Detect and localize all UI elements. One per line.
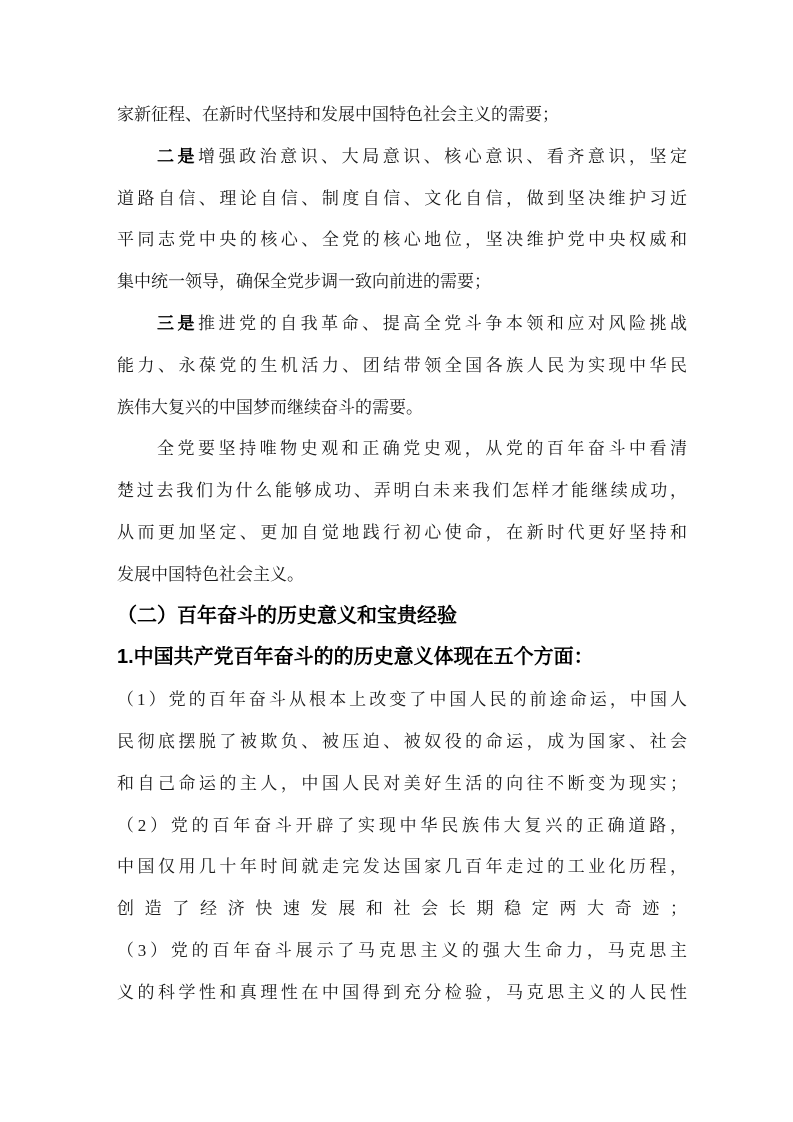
bold-emphasis: 三是: [157, 313, 199, 333]
text-column: [117, 94, 687, 1014]
body-text-line: （2）党的百年奋斗开辟了实现中华民族伟大复兴的正确道路，: [117, 815, 687, 835]
body-text-line: [117, 303, 687, 345]
body-text-line: 义的科学性和真理性在中国得到充分检验，马克思主义的人民性: [117, 982, 687, 1002]
body-text-line: 民彻底摆脱了被欺负、被压迫、被奴役的命运，成为国家、社会: [117, 731, 687, 751]
body-text-line: 中国仅用几十年时间就走完发达国家几百年走过的工业化历程，: [117, 857, 687, 877]
body-text-line: 能力、永葆党的生机活力、团结带领全国各族人民为实现中华民: [117, 355, 687, 375]
body-text-line: 从而更加坚定、更加自觉地践行初心使命，在新时代更好坚持和: [117, 522, 687, 542]
body-text-line: （3）党的百年奋斗展示了马克思主义的强大生命力，马克思主: [117, 940, 687, 960]
body-text-run: 增强政治意识、大局意识、核心意识、看齐意识，坚定: [198, 146, 688, 166]
body-text-line: （1）党的百年奋斗从根本上改变了中国人民的前途命运，中国人: [117, 690, 687, 710]
bold-emphasis: 二是: [157, 146, 199, 166]
body-text-run: 推进党的自我革命、提高全党斗争本领和应对风险挑战: [198, 313, 688, 333]
body-text-line: 平同志党中央的核心、全党的核心地位，坚决维护党中央权威和: [117, 230, 687, 250]
heading-line: 1.中国共产党百年奋斗的的历史意义体现在五个方面：: [117, 646, 594, 669]
body-text-line: 创造了经济快速发展和社会长期稳定两大奇迹；: [117, 899, 687, 919]
body-text-line: 道路自信、理论自信、制度自信、文化自信，做到坚决维护习近: [117, 188, 687, 208]
body-text-line: 全党要坚持唯物史观和正确党史观，从党的百年奋斗中看清: [157, 439, 687, 459]
heading-line: （二）百年奋斗的历史意义和宝贵经验: [117, 604, 457, 627]
body-text-line: 家新征程、在新时代坚持和发展中国特色社会主义的需要；: [117, 105, 559, 124]
body-text-line: 和自己命运的主人，中国人民对美好生活的向往不断变为现实；: [117, 773, 687, 793]
body-text-line: [117, 136, 687, 178]
body-text-line: 集中统一领导，确保全党步调一致向前进的需要；: [117, 272, 491, 292]
body-text-line: 发展中国特色社会主义。: [117, 564, 304, 584]
body-text-line: 族伟大复兴的中国梦而继续奋斗的需要。: [117, 397, 423, 417]
body-text-line: 楚过去我们为什么能够成功、弄明白未来我们怎样才能继续成功，: [117, 481, 687, 501]
